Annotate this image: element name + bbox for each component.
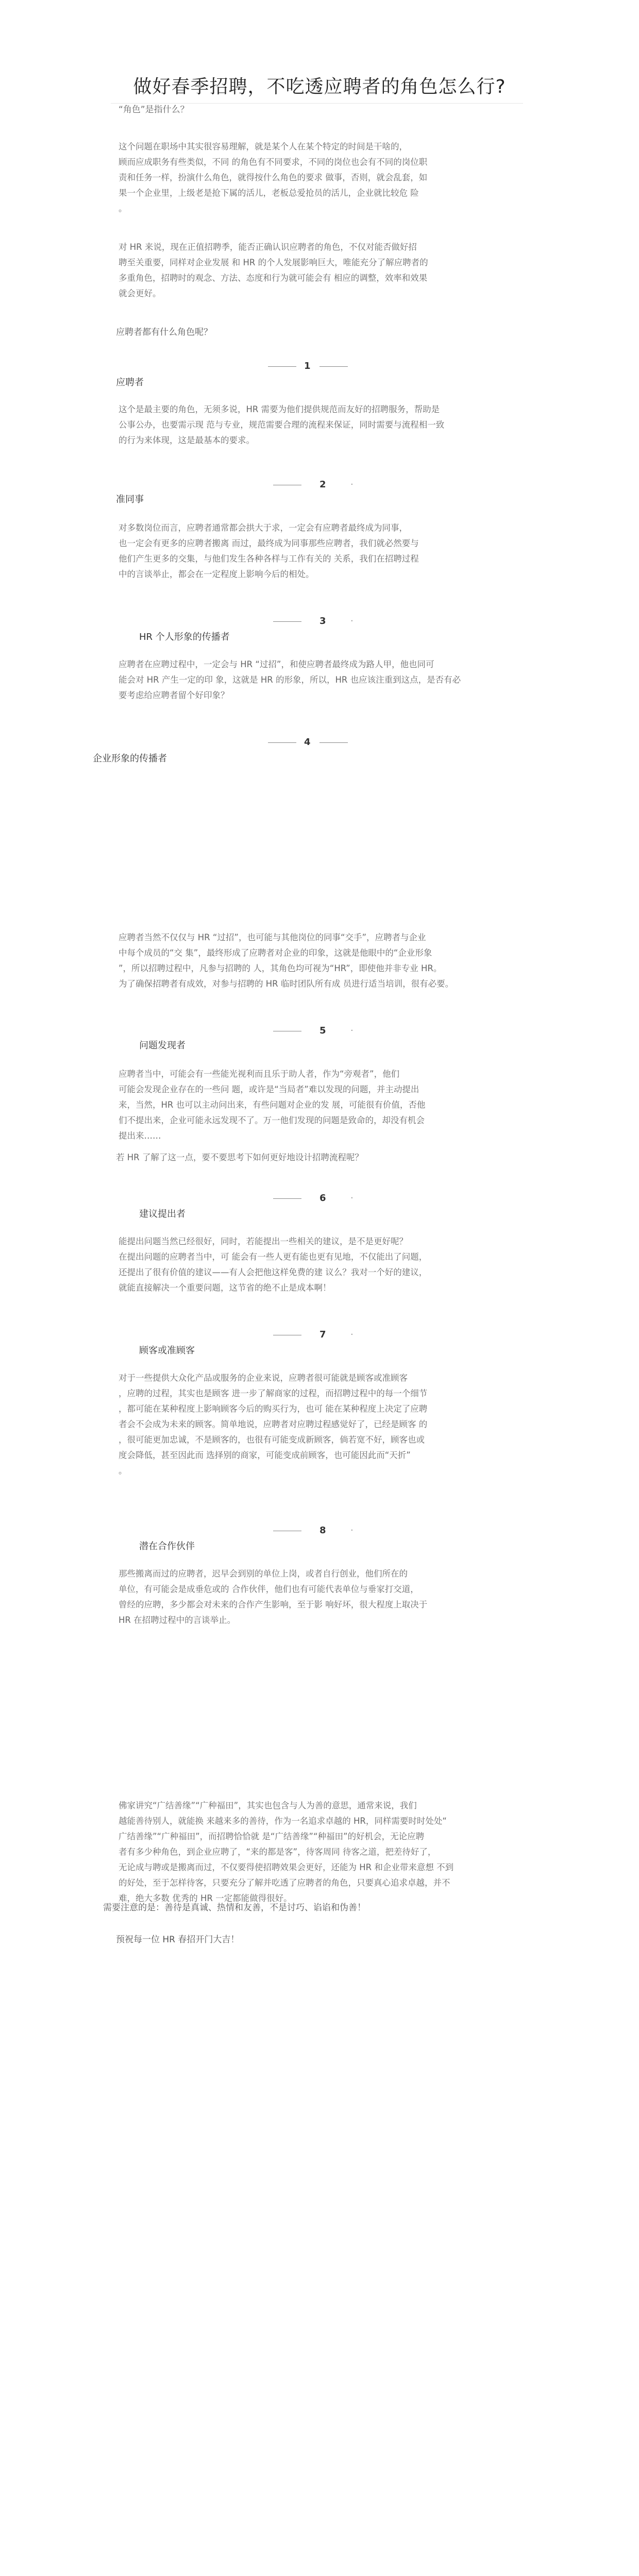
section-body-8: 那些搬离而过的应聘者，迟早会到别的单位上岗，或者自行创业，他们所在的 单位，有可能会是成垂危或的 合作伙伴，他们也有可能代表单位与垂家打交道， 曾经的应聘，多少都会对未来的合作产生影响，至于影 响好坏，很大程度上取决于 HR 在招聘过程中的言谈举止。 [119, 1569, 428, 1625]
intro-paragraph-1: 这个问题在职场中其实很容易理解，就是某个人在某个特定的时间是干啥的， 顾而应成职务有些类似，不同 的角色有不同要求，不同的岗位也会有不同的岗位职 责和任务一样，扮演什么角色，就得按什么角色的要求 做事，否则，就会乱套，如 果一个企业里，上级老是抢下属的活儿，老板总爱抢员的活儿，企业就比较危 险 。 [119, 142, 428, 213]
section-number-3: 3 [320, 616, 326, 626]
section-heading-3: HR 个人形象的传播者 [139, 632, 230, 642]
section-number-1: 1 [304, 361, 311, 371]
section-number-5: 5 [320, 1025, 326, 1036]
section-body-5: 应聘者当中，可能会有一些能光视利而且乐于助人者，作为“旁观者”，他们 可能会发现企业存在的一些问 题，或许是“当局者”难以发现的问题，并主动提出 来，当然，HR 也可以主动问出来，有些问题对企业的发 展，可能很有价值，否他 们不提出来，企业可能永远发现不了。万一他们发现的问题是致命的，却没有机会 提出来…… [119, 1069, 426, 1141]
section-body-6: 能提出问题当然已经很好，同时，若能提出一些相关的建议，是不是更好呢？ 在提出问题的应聘者当中，可 能会有一些人更有能也更有见地，不仅能出了问题， 还提出了很有价值的建议——有人会把他这样免费的建 议么？我对一个好的建议， 就能直接解决一个重要问题，这节省的绝不止是成本啊！ [119, 1236, 428, 1293]
section-number-4: 4 [304, 737, 311, 748]
section-body-2: 对多数岗位而言，应聘者通常都会拱大于求，一定会有应聘者最终成为同事， 也一定会有更多的应聘者搬离 而过，最终成为同事那些应聘者，我们就必然要与 他们产生更多的交集，与他们发生各种各样与工作有关的 关系，我们在招聘过程 中的言谈举止，都会在一定程度上影响今后的相处。 [119, 523, 419, 579]
section-5-followup: 若 HR 了解了这一点，要不要思考下如何更好地设计招聘流程呢？ [116, 1153, 363, 1162]
closing-wish: 预祝每一位 HR 春招开门大吉！ [116, 1935, 240, 1945]
section-heading-5: 问题发现者 [139, 1040, 186, 1051]
closing-paragraph: 佛家讲究“广结善缘”“广种福田”，其实也包含与人为善的意思，通常来说，我们 越能善待别人，就能换 来越来多的善待，作为一名追求卓越的 HR，同样需要时时处处“ 广结善缘”“广种福田”，而招聘恰恰就 是“广结善缘”“种福田”的好机会，无论应聘 者有多少种角色，到企业应聘了，“来的都是客”，待客周同 待客之道，把差待好了， 无论成与聘或是搬离而过，不仅要得使招聘效果会更好，还能为 HR 和企业带来意想 不到 的好处，至于怎样待客，只要充分了解并吃透了应聘者的角色，只要真心追求卓越，并不 难，绝大多数 优秀的 HR 一定都能做得很好。 [119, 1801, 454, 1903]
section-number-8: 8 [320, 1525, 326, 1536]
section-body-4: 应聘者当然不仅仅与 HR “过招”，也可能与其他岗位的同事“交手”，应聘者与企业 中每个成员的“交 集”，最终形成了应聘者对企业的印象，这就是他眼中的“企业形象 ”，所以招聘过程中，凡参与招聘的 人，其角色均可视为“HR”，即使他并非专业 HR。 为了确保招聘者有成效，对参与招聘的 HR 临时团队所有成 员进行适当培训，很有必要。 [119, 933, 454, 989]
section-divider-6: 6 · [273, 1193, 397, 1204]
section-body-7: 对于一些提供大众化产品或服务的企业来说，应聘者很可能就是顾客或准顾客 ，应聘的过程，其实也是顾客 进一步了解商家的过程，而招聘过程中的每一个细节 ，都可能在某种程度上影响顾客今后的购买行为，也可 能在某种程度上决定了应聘 者会不会成为未来的顾客。简单地说，应聘者对应聘过程感觉好了，已经是顾客 的 ，很可能更加忠诚，不是顾客的，也很有可能变成新顾客，倘若宽不好，顾客也或 度会降低，甚至因此而 选择别的商家，可能变成前顾客，也可能因此而“天折” 。 [119, 1373, 428, 1476]
roles-question: 应聘者都有什么角色呢？ [116, 327, 212, 337]
section-divider-7: 7 · [273, 1329, 397, 1341]
article-subtitle: “角色”是指什么？ [119, 105, 189, 115]
section-heading-8: 潜在合作伙伴 [139, 1541, 195, 1552]
intro-paragraph-2: 对 HR 来说，现在正值招聘季，能否正确认识应聘者的角色，不仅对能否做好招 聘至关重要，同样对企业发展 和 HR 的个人发展影响巨大，唯能充分了解应聘者的 多重角色，招聘时的观念、方法、态度和行为就可能会有 相应的调整，效率和效果 就会更好。 [119, 242, 428, 298]
section-heading-2: 准同事 [116, 494, 144, 505]
section-heading-4: 企业形象的传播者 [93, 753, 167, 764]
section-number-6: 6 [320, 1193, 326, 1204]
section-divider-4 [268, 737, 392, 748]
section-divider-2: 2 · [273, 479, 397, 490]
section-heading-6: 建议提出者 [139, 1209, 186, 1219]
section-divider-8: 8 · [273, 1525, 397, 1536]
section-number-7: 7 [320, 1329, 326, 1340]
section-body-3: 应聘者在应聘过程中，一定会与 HR “过招”，和使应聘者最终成为路人甲，他也同可 能会对 HR 产生一定的印 象，这就是 HR 的形象，所以，HR 也应该注重到这点，是否有必 要考虑给应聘者留个好印象？ [119, 659, 461, 700]
section-heading-7: 顾客或准顾客 [139, 1345, 195, 1356]
section-number-2: 2 [320, 479, 326, 490]
section-divider-5: 5 · [273, 1025, 397, 1037]
page-title: 做好春季招聘，不吃透应聘者的角色怎么行? [133, 76, 506, 97]
section-divider-1 [268, 361, 392, 372]
section-body-1: 这个是最主要的角色，无须多说，HR 需要为他们提供规范而友好的招聘服务，帮助是 公事公办，也要需示现 范与专业，规范需要合理的流程来保证，同时需要与流程相一致 的行为来体现，这是最基本的要求。 [119, 404, 445, 445]
section-heading-1: 应聘者 [116, 377, 144, 388]
closing-reminder: 需要注意的是：善待是真诚、热情和友善，不是讨巧、谄谄和伪善！ [103, 1903, 366, 1913]
section-divider-3: 3 · [273, 616, 397, 627]
